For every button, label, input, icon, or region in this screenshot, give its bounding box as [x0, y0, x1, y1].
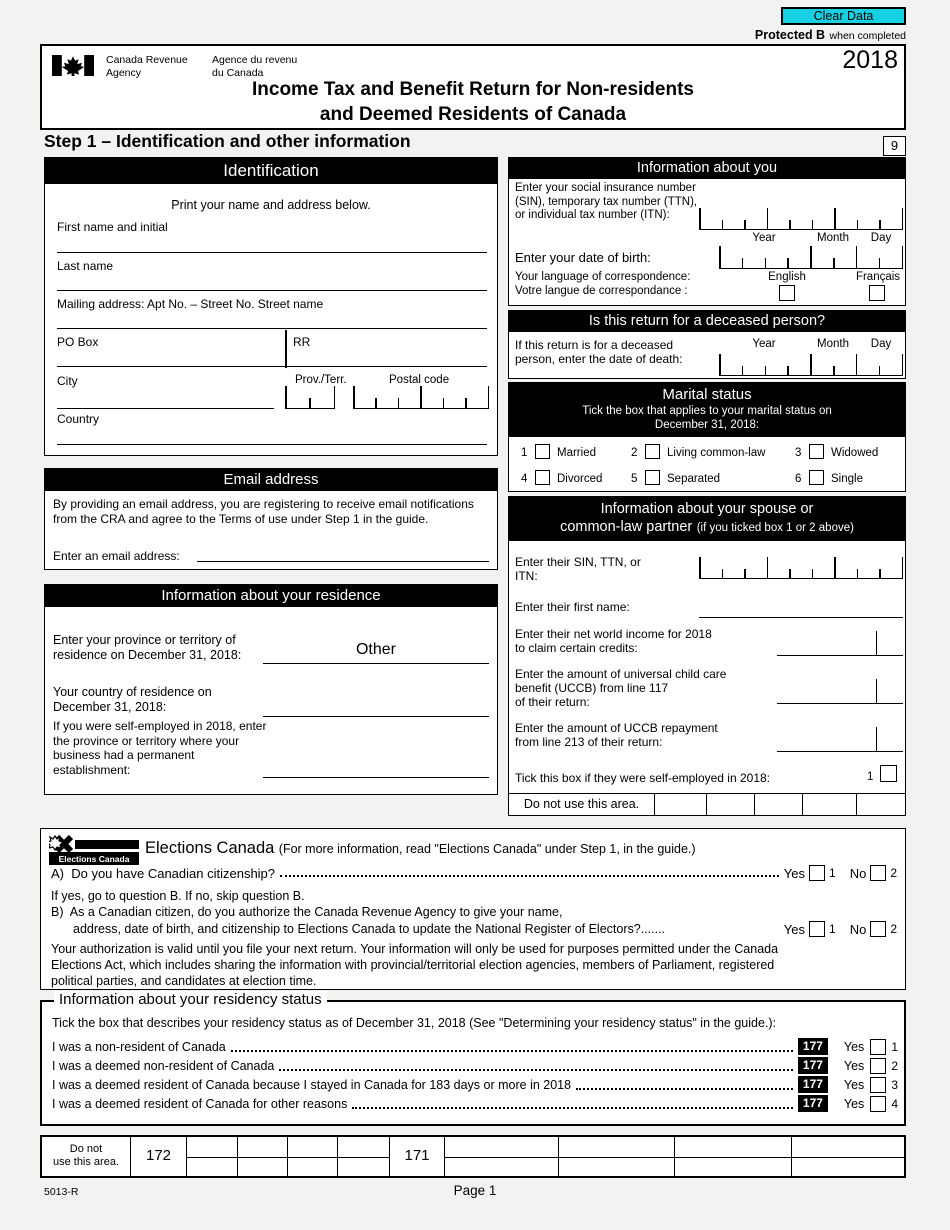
bottom-do-not-use-table [40, 1135, 906, 1178]
email-field[interactable] [197, 547, 489, 562]
deceased-header: Is this return for a deceased person? [509, 311, 905, 332]
spouse-section [508, 496, 906, 816]
print-name-instruction: Print your name and address below. [171, 198, 371, 212]
spouse-do-not-use-label: Do not use this area. [523, 797, 640, 811]
death-date-comb-field[interactable] [719, 354, 903, 376]
spouse-dnu-cell-1 [654, 794, 706, 816]
identification-header: Identification [45, 158, 497, 184]
residence-province-label: Enter your province or territory of residence on December 31, 2018: [53, 633, 242, 662]
spouse-self-employed-checkbox[interactable] [880, 765, 897, 782]
last-name-field[interactable] [57, 270, 487, 291]
city-label: City [57, 374, 78, 388]
spouse-uccb-repay-label: Enter the amount of UCCB repayment from line 213 of their return: [515, 721, 718, 749]
dotted-leader [280, 875, 779, 877]
residency-checkbox-3[interactable] [870, 1077, 886, 1093]
marital-checkbox-separated[interactable] [645, 470, 660, 485]
spouse-sin-comb-field[interactable] [699, 557, 903, 579]
about-you-section [508, 157, 906, 306]
marital-label-separated: Separated [667, 473, 721, 485]
marital-label-single: Single [831, 473, 863, 485]
city-field[interactable] [57, 388, 274, 409]
marital-label-married: Married [557, 447, 596, 459]
dob-year-label: Year [752, 232, 776, 244]
about-you-header: Information about you [509, 158, 905, 179]
spouse-dnu-cell-4 [802, 794, 856, 816]
agency-name-fr: Agence du revenu du Canada [212, 54, 298, 79]
death-day-label: Day [870, 338, 892, 350]
elections-question-b-row: address, date of birth, and citizenship to Elections Canada to update the National Register of Electors?....... Yes 1 No 2 [73, 921, 897, 937]
spouse-first-name-label: Enter their first name: [515, 600, 630, 614]
dob-comb-field[interactable] [719, 246, 903, 269]
spouse-uccb-field[interactable] [777, 679, 903, 704]
bottom-cell [237, 1137, 287, 1176]
line-177-box: 177 [798, 1095, 828, 1112]
bottom-cell [287, 1137, 337, 1176]
marital-num-3: 3 [795, 447, 802, 459]
bottom-cell [558, 1137, 674, 1176]
spouse-dnu-cell-3 [754, 794, 802, 816]
marital-num-6: 6 [795, 473, 802, 485]
bottom-cell [791, 1137, 904, 1176]
mailing-address-field[interactable] [57, 308, 487, 329]
marital-label-divorced: Divorced [557, 473, 603, 485]
postal-code-label: Postal code [389, 374, 450, 386]
prov-terr-comb-field[interactable] [285, 386, 335, 409]
elections-canada-logo [49, 835, 139, 867]
spouse-self-employed-num: 1 [867, 771, 874, 783]
bottom-code-172: 172 [130, 1137, 186, 1176]
marital-label-common-law: Living common-law [667, 447, 766, 459]
marital-checkbox-single[interactable] [809, 470, 824, 485]
dotted-leader [352, 1107, 793, 1109]
residence-section [44, 584, 498, 795]
death-year-label: Year [752, 338, 776, 350]
email-header: Email address [45, 469, 497, 491]
deceased-label: If this return is for a deceased person, enter the date of death: [515, 338, 683, 366]
marital-label-widowed: Widowed [831, 447, 879, 459]
residence-province-field[interactable]: Other [263, 637, 489, 664]
marital-num-5: 5 [631, 473, 638, 485]
spouse-header: Information about your spouse or common-law partner (if you ticked box 1 or 2 above) [509, 497, 905, 541]
bottom-cell [186, 1137, 237, 1176]
email-section [44, 468, 498, 570]
step1-heading: Step 1 – Identification and other information [44, 131, 411, 151]
page-footer: Page 1 [453, 1183, 497, 1198]
death-month-label: Month [817, 338, 849, 350]
spouse-net-income-label: Enter their net world income for 2018 to claim certain credits: [515, 627, 712, 655]
elections-title-row [145, 839, 696, 858]
residency-section [40, 991, 906, 1126]
elections-between-note: If yes, go to question B. If no, skip question B. [51, 889, 305, 903]
bottom-cell [444, 1137, 558, 1176]
dotted-leader [576, 1088, 793, 1090]
canada-flag-icon [52, 55, 94, 76]
language-label: Your language of correspondence: Votre langue de correspondance : [515, 271, 691, 297]
postal-code-comb-field[interactable] [353, 386, 489, 409]
identification-section [44, 157, 498, 456]
po-box-field[interactable] [57, 346, 487, 367]
line-177-box: 177 [798, 1057, 828, 1074]
rr-label: RR [293, 335, 311, 349]
form-header [40, 44, 906, 130]
marital-num-4: 4 [521, 473, 528, 485]
elections-b-yes-checkbox[interactable] [809, 921, 825, 937]
prov-terr-label: Prov./Terr. [295, 374, 347, 386]
spouse-dnu-cell-5 [856, 794, 905, 816]
spouse-sin-label: Enter their SIN, TTN, or ITN: [515, 555, 641, 583]
francais-label: Français [855, 271, 901, 283]
email-notice: By providing an email address, you are registering to receive email notifications from the CRA and agree to the Terms of use under Step 1 in the guide. [53, 497, 474, 526]
line-177-box: 177 [798, 1038, 828, 1055]
elections-a-yes-checkbox[interactable] [809, 865, 825, 881]
spouse-do-not-use-area [509, 793, 905, 816]
page-number-box: 9 [883, 136, 906, 156]
marital-num-1: 1 [521, 447, 528, 459]
residence-header: Information about your residence [45, 585, 497, 607]
spouse-uccb-label: Enter the amount of universal child care benefit (UCCB) from line 117 of their return: [515, 667, 727, 709]
first-name-field[interactable] [57, 232, 487, 253]
form-title: Income Tax and Benefit Return for Non-residents and Deemed Residents of Canada [252, 79, 694, 125]
dotted-leader [231, 1050, 793, 1052]
svg-text:Elections Canada: Elections Canada [58, 854, 130, 864]
marital-checkbox-widowed[interactable] [809, 444, 824, 459]
clear-data-button[interactable]: Clear Data [781, 7, 906, 25]
country-field[interactable] [57, 424, 487, 445]
bottom-do-not-use-label: Do not use this area. [52, 1143, 120, 1168]
deceased-section [508, 310, 906, 379]
email-enter-label: Enter an email address: [53, 549, 180, 563]
marital-section [508, 382, 906, 492]
dotted-leader [279, 1069, 793, 1071]
residence-country-label: Your country of residence on December 31, 2018: [53, 685, 212, 714]
marital-num-2: 2 [631, 447, 638, 459]
spouse-dnu-cell-2 [706, 794, 754, 816]
bottom-cell [337, 1137, 389, 1176]
residency-checkbox-2[interactable] [870, 1058, 886, 1074]
residence-country-field[interactable] [263, 692, 489, 717]
marital-checkbox-common-law[interactable] [645, 444, 660, 459]
elections-title: Elections Canada [145, 839, 275, 857]
mailing-address-label: Mailing address: Apt No. – Street No. Street name [57, 297, 324, 311]
residency-checkbox-4[interactable] [870, 1096, 886, 1112]
elections-question-b-line1: B) As a Canadian citizen, do you authorize the Canada Revenue Agency to give your name, [51, 905, 563, 919]
agency-name-en: Canada Revenue Agency [106, 54, 188, 79]
line-177-box: 177 [798, 1076, 828, 1093]
bottom-cell [674, 1137, 791, 1176]
last-name-label: Last name [57, 259, 114, 273]
marital-checkbox-married[interactable] [535, 444, 550, 459]
residence-self-employed-field[interactable] [263, 753, 489, 778]
spouse-self-employed-label: Tick this box if they were self-employed in 2018: [515, 771, 771, 785]
residence-self-employed-label: If you were self-employed in 2018, enter the province or territory where your business had a permanent establishment: [53, 719, 267, 777]
elections-a-no-checkbox[interactable] [870, 865, 886, 881]
elections-question-a: A) Do you have Canadian citizenship? [51, 865, 276, 881]
country-label: Country [57, 412, 100, 426]
dob-month-label: Month [817, 232, 849, 244]
residency-intro: Tick the box that describes your residency status as of December 31, 2018 (See "Determining your residency status" in the guide.): [52, 1016, 777, 1030]
spouse-first-name-field[interactable] [699, 594, 903, 618]
residency-checkbox-1[interactable] [870, 1039, 886, 1055]
tax-year: 2018 [842, 46, 898, 74]
elections-question-a-row: A) Do you have Canadian citizenship? Yes 1 No 2 [51, 865, 897, 881]
form-code: 5013-R [44, 1186, 79, 1198]
residency-legend: Information about your residency status [54, 991, 327, 1008]
bottom-code-171: 171 [389, 1137, 444, 1176]
english-checkbox[interactable] [779, 285, 795, 301]
first-name-label: First name and initial [57, 220, 168, 234]
residency-row-4: I was a deemed resident of Canada for other reasons 177 Yes 4 [52, 1096, 898, 1111]
marital-header: Marital status Tick the box that applies to your marital status on December 31, 2018: [509, 383, 905, 437]
protected-b-label: Protected B when completed [754, 28, 906, 42]
dob-label: Enter your date of birth: [515, 250, 651, 265]
elections-b-no-checkbox[interactable] [870, 921, 886, 937]
sin-comb-field[interactable] [699, 208, 903, 230]
elections-section [40, 828, 906, 990]
residency-row-2: I was a deemed non-resident of Canada 177 Yes 2 [52, 1058, 898, 1073]
po-box-label: PO Box [57, 335, 99, 349]
residency-row-1: I was a non-resident of Canada 177 Yes 1 [52, 1039, 898, 1054]
elections-authorization-note: Your authorization is valid until you file your next return. Your information will only be used for purposes permitted under the Canada Elections Act, which includes sharing the information with provincial/territorial election agencies, members of Parliament, registered political parties, and candidates at election time. [51, 942, 779, 988]
spouse-net-income-field[interactable] [777, 631, 903, 656]
spouse-uccb-repay-field[interactable] [777, 727, 903, 752]
english-label: English [768, 271, 806, 283]
elections-title-note: (For more information, read "Elections Canada" under Step 1, in the guide.) [278, 842, 696, 856]
residency-row-3: I was a deemed resident of Canada because I stayed in Canada for 183 days or more in 2018 177 Yes 3 [52, 1077, 898, 1092]
elections-question-b-line2: address, date of birth, and citizenship to Elections Canada to update the National Register of Electors?....... [73, 922, 666, 936]
sin-label: Enter your social insurance number (SIN), temporary tax number (TTN), or individual tax number (ITN): [515, 182, 698, 221]
francais-checkbox[interactable] [869, 285, 885, 301]
dob-day-label: Day [870, 232, 892, 244]
marital-checkbox-divorced[interactable] [535, 470, 550, 485]
